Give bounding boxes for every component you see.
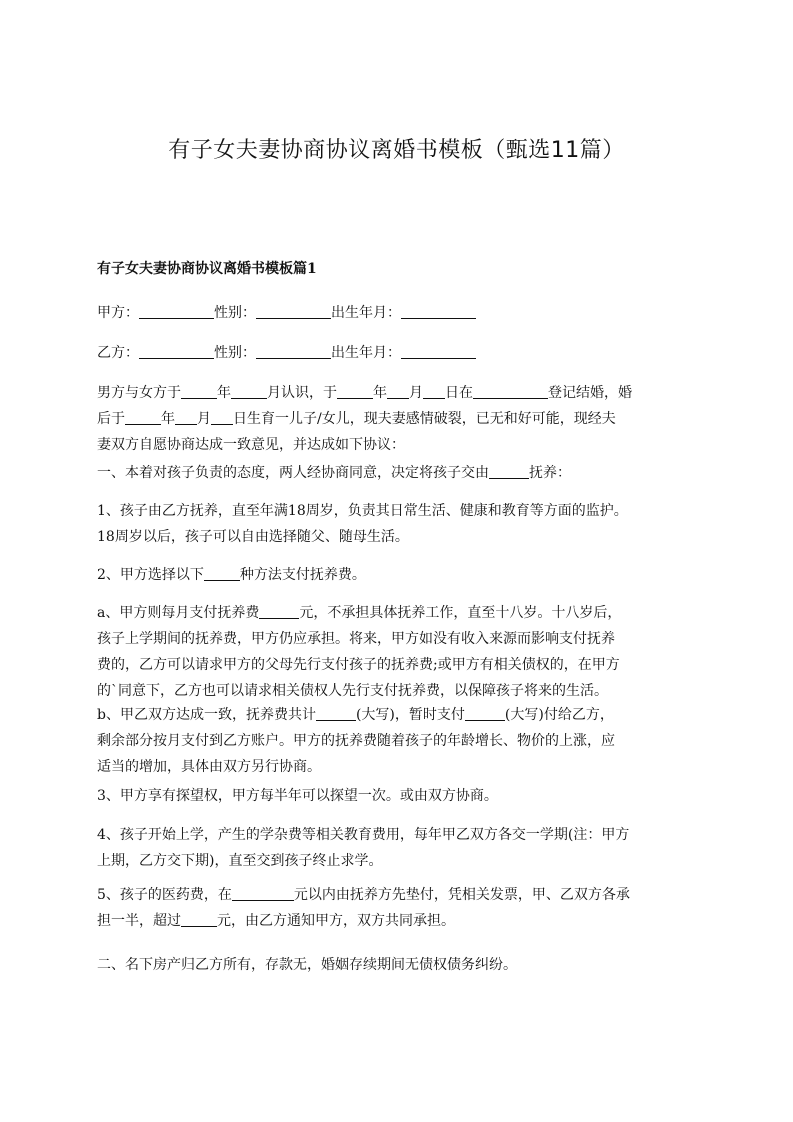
fill-blank[interactable] — [473, 380, 548, 399]
item-text: 5、孩子的医药费，在 — [97, 887, 232, 903]
fill-blank[interactable] — [181, 380, 217, 399]
fill-blank[interactable] — [337, 380, 373, 399]
item-3 — [97, 783, 699, 809]
item-text: (大写)付给乙方， — [504, 707, 614, 723]
party-b-label: 乙方： — [97, 345, 139, 361]
fill-blank[interactable] — [387, 380, 409, 399]
item-1 — [97, 498, 699, 550]
party-b-name-blank[interactable] — [139, 340, 214, 359]
item-2 — [97, 562, 699, 588]
party-a-birth-label: 出生年月： — [331, 305, 401, 321]
item-text: 4、孩子开始上学，产生的学杂费等相关教育费用，每年甲乙双方各交一学期(注：甲方 — [97, 827, 630, 843]
intro-text: 年 — [217, 385, 231, 401]
intro-text: 登记结婚，婚 — [548, 385, 632, 401]
fill-blank[interactable] — [316, 702, 356, 721]
fill-blank[interactable] — [232, 882, 294, 901]
intro-text: 男方与女方于 — [97, 385, 181, 401]
fill-blank[interactable] — [181, 908, 217, 927]
item-text: 2、甲方选择以下 — [97, 567, 204, 583]
clause-text: 二、名下房产归乙方所有，存款无，婚姻存续期间无债权债务纠纷。 — [97, 957, 517, 973]
party-a-label: 甲方： — [97, 305, 139, 321]
intro-text: 年 — [373, 385, 387, 401]
section-title: 有子女夫妻协商协议离婚书模板篇1 — [97, 261, 317, 277]
intro-text: 月 — [409, 385, 423, 401]
item-text: 上期，乙方交下期)，直至交到孩子终止求学。 — [97, 853, 383, 869]
intro-text: 日生育一儿子/女儿，现夫妻感情破裂，已无和好可能，现经夫 — [233, 411, 616, 427]
intro-text: 日在 — [445, 385, 473, 401]
party-b-gender-blank[interactable] — [256, 340, 331, 359]
item-text: 的`同意下，乙方也可以请求相关债权人先行支付抚养费，以保障孩子将来的生活。 — [97, 683, 608, 699]
item-4 — [97, 822, 699, 874]
intro-text: 妻双方自愿协商达成一致意见，并达成如下协议： — [97, 437, 405, 453]
clause-one — [97, 460, 699, 486]
fill-blank[interactable] — [259, 600, 299, 619]
intro-text: 年 — [161, 411, 175, 427]
item-text: 适当的增加，具体由双方另行协商。 — [97, 759, 321, 775]
fill-blank[interactable] — [211, 406, 233, 425]
item-text: b、甲乙双方达成一致，抚养费共计 — [97, 707, 316, 723]
intro-text: 月 — [197, 411, 211, 427]
fill-blank[interactable] — [465, 702, 505, 721]
item-a — [97, 600, 699, 704]
party-b-birth-label: 出生年月： — [331, 345, 401, 361]
item-text: 18周岁以后，孩子可以自由选择随父、随母生活。 — [97, 529, 409, 545]
item-text: 元，不承担具体抚养工作，直至十八岁。十八岁后， — [299, 605, 622, 621]
party-a-name-blank[interactable] — [139, 300, 214, 319]
item-text: 孩子上学期间的抚养费，甲方仍应承担。将来，甲方如没有收入来源而影响支付抚养 — [97, 631, 615, 647]
item-text: (大写)，暂时支付 — [355, 707, 465, 723]
item-text: 3、甲方享有探望权，甲方每半年可以探望一次。或由双方协商。 — [97, 788, 498, 804]
party-b-line — [97, 340, 699, 366]
fill-blank[interactable] — [175, 406, 197, 425]
item-text: 种方法支付抚养费。 — [239, 567, 366, 583]
item-text: 元，由乙方通知甲方，双方共同承担。 — [217, 913, 455, 929]
party-a-gender-blank[interactable] — [256, 300, 331, 319]
intro-text: 月认识，于 — [267, 385, 337, 401]
item-text: 剩余部分按月支付到乙方账户。甲方的抚养费随着孩子的年龄增长、物价的上涨，应 — [97, 733, 615, 749]
item-text: 费的，乙方可以请求甲方的父母先行支付孩子的抚养费;或甲方有相关债权的，在甲方 — [97, 657, 620, 673]
party-a-gender-label: 性别： — [214, 305, 256, 321]
item-5 — [97, 882, 699, 934]
party-b-gender-label: 性别： — [214, 345, 256, 361]
intro-text: 后于 — [97, 411, 125, 427]
fill-blank[interactable] — [423, 380, 445, 399]
item-text: 元以内由抚养方先垫付，凭相关发票，甲、乙双方各承 — [293, 887, 630, 903]
intro-paragraph — [97, 380, 699, 458]
item-text: 1、孩子由乙方抚养，直至年满18周岁，负责其日常生活、健康和教育等方面的监护。 — [97, 503, 628, 519]
item-text: a、甲方则每月支付抚养费 — [97, 605, 260, 621]
fill-blank[interactable] — [125, 406, 161, 425]
fill-blank[interactable] — [231, 380, 267, 399]
fill-blank[interactable] — [489, 460, 529, 479]
clause-text: 一、本着对孩子负责的态度，两人经协商同意，决定将孩子交由 — [97, 465, 489, 481]
clause-two — [97, 952, 699, 978]
party-a-birth-blank[interactable] — [401, 300, 476, 319]
fill-blank[interactable] — [204, 562, 240, 581]
clause-text: 抚养： — [529, 465, 571, 481]
item-text: 担一半，超过 — [97, 913, 181, 929]
document-title: 有子女夫妻协商协议离婚书模板（甄选11篇） — [168, 138, 625, 163]
party-b-birth-blank[interactable] — [401, 340, 476, 359]
party-a-line — [97, 300, 699, 326]
item-b — [97, 702, 699, 780]
